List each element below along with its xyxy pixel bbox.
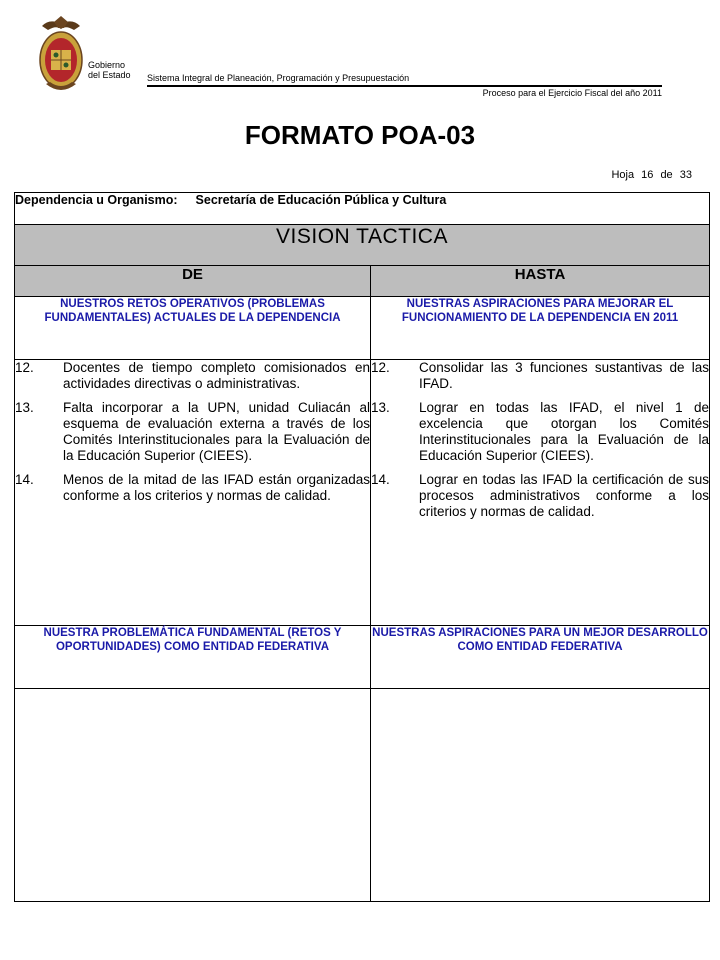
list-item bbox=[15, 360, 370, 392]
item-number: 14. bbox=[15, 472, 34, 487]
item-text: Lograr en todas las IFAD, el nivel 1 de excelencia que otorgan los Comités Interinstitucionales para la Evaluación de la Educación Superior (CIEES). bbox=[419, 400, 709, 463]
content-row-1 bbox=[15, 360, 710, 626]
item-text: Menos de la mitad de las IFAD están organizadas conforme a los criterios y normas de calidad. bbox=[63, 472, 370, 503]
right-empty-cell bbox=[371, 689, 710, 902]
item-text: Falta incorporar a la UPN, unidad Culiacán al esquema de evaluación externa a través de los Comités Interinstitucionales para la Evaluación de la Educación Superior (CIEES). bbox=[63, 400, 370, 463]
list-item bbox=[371, 400, 709, 464]
proceso-label: Proceso para el Ejercicio Fiscal del año 2011 bbox=[482, 88, 662, 98]
list-item bbox=[371, 472, 709, 520]
item-number: 13. bbox=[371, 400, 390, 415]
hoja-of-label: de bbox=[660, 169, 673, 181]
vision-tactica-table bbox=[14, 192, 710, 902]
right-items-cell bbox=[371, 360, 710, 626]
document-header bbox=[0, 0, 720, 110]
sistema-label: Sistema Integral de Planeación, Programación y Presupuestación bbox=[147, 73, 410, 83]
item-number: 14. bbox=[371, 472, 390, 487]
list-item bbox=[371, 360, 709, 392]
subheading-aspiraciones-dependencia: NUESTRAS ASPIRACIONES PARA MEJORAR EL FUNCIONAMIENTO DE LA DEPENDENCIA EN 2011 bbox=[371, 297, 710, 360]
column-header-hasta: HASTA bbox=[371, 266, 710, 297]
item-text: Docentes de tiempo completo comisionados en actividades directivas o administrativas. bbox=[63, 360, 370, 391]
dependencia-value: Secretaría de Educación Pública y Cultura bbox=[195, 193, 447, 207]
left-items-cell bbox=[15, 360, 371, 626]
page-title: FORMATO POA-03 bbox=[244, 120, 476, 150]
section-title-row bbox=[15, 225, 710, 266]
dependencia-label: Dependencia u Organismo: bbox=[15, 193, 178, 207]
column-header-de: DE bbox=[15, 266, 371, 297]
content-row-2 bbox=[15, 689, 710, 902]
item-text: Consolidar las 3 funciones sustantivas de las IFAD. bbox=[419, 360, 709, 391]
column-header-row bbox=[15, 266, 710, 297]
page-counter bbox=[611, 169, 692, 181]
right-items-list bbox=[371, 360, 709, 520]
subheading-row-2 bbox=[15, 626, 710, 689]
hoja-label: Hoja bbox=[611, 169, 635, 181]
item-number: 12. bbox=[15, 360, 34, 375]
subheading-problematica-fundamental: NUESTRA PROBLEMÁTICA FUNDAMENTAL (RETOS Y OPORTUNIDADES) COMO ENTIDAD FEDERATIVA bbox=[15, 626, 371, 689]
item-number: 12. bbox=[371, 360, 390, 375]
dependencia-cell bbox=[15, 193, 710, 225]
hoja-current: 16 bbox=[641, 169, 654, 181]
list-item bbox=[15, 472, 370, 504]
subheading-retos-operativos: NUESTROS RETOS OPERATIVOS (PROBLEMAS FUNDAMENTALES) ACTUALES DE LA DEPENDENCIA bbox=[15, 297, 371, 360]
header-divider bbox=[147, 85, 662, 87]
section-title: VISION TACTICA bbox=[15, 225, 710, 266]
left-items-list bbox=[15, 360, 370, 504]
state-seal-icon bbox=[36, 16, 86, 96]
subheading-aspiraciones-entidad: NUESTRAS ASPIRACIONES PARA UN MEJOR DESARROLLO COMO ENTIDAD FEDERATIVA bbox=[371, 626, 710, 689]
gobierno-label bbox=[88, 60, 131, 80]
gobierno-line-2: del Estado bbox=[88, 70, 131, 80]
hoja-total: 33 bbox=[679, 169, 692, 181]
gobierno-line-1: Gobierno bbox=[88, 60, 126, 70]
subheading-row-1 bbox=[15, 297, 710, 360]
dependencia-row bbox=[15, 193, 710, 225]
item-text: Lograr en todas las IFAD la certificación de sus procesos administrativos conforme a los criterios y normas de calidad. bbox=[419, 472, 709, 519]
list-item bbox=[15, 400, 370, 464]
item-number: 13. bbox=[15, 400, 34, 415]
left-empty-cell bbox=[15, 689, 371, 902]
